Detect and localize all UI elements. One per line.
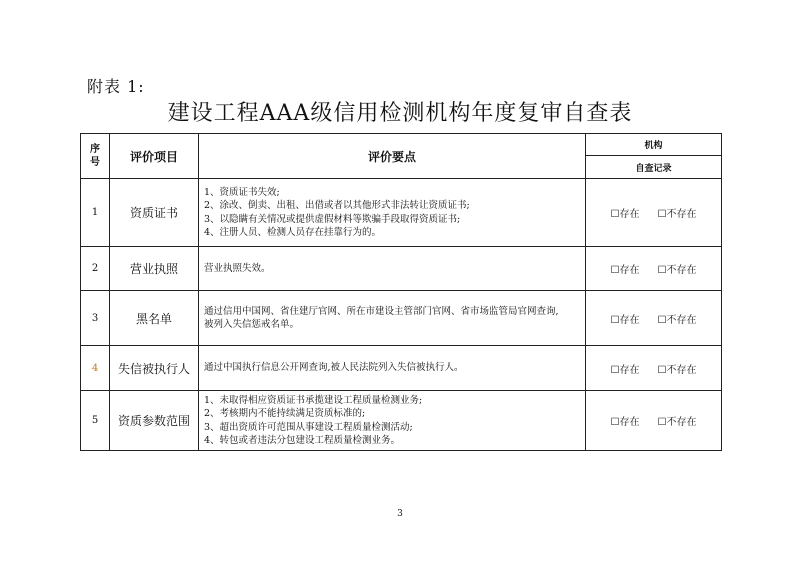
point-line: 3、超出资质许可范围从事建设工程质量检测活动; — [204, 421, 413, 433]
row-self-record — [586, 391, 722, 451]
row-seq: 5 — [81, 391, 110, 451]
exists-checkbox[interactable]: ☐存在 — [610, 314, 640, 326]
not-exists-checkbox[interactable]: ☐不存在 — [657, 417, 697, 428]
row-seq: 2 — [81, 247, 110, 291]
point-line: 通过信用中国网、省住建厅官网、所在市建设主管部门官网、省市场监管局官网查询, — [204, 305, 559, 317]
header-seq — [81, 134, 110, 179]
page-title: 建设工程AAA级信用检测机构年度复审自查表 — [167, 101, 633, 126]
not-exists-checkbox[interactable]: ☐不存在 — [657, 314, 697, 326]
row-self-record — [586, 291, 722, 346]
header-org: 机构 — [586, 134, 722, 156]
row-points — [199, 247, 586, 291]
table-row — [81, 391, 722, 451]
row-points — [199, 179, 586, 247]
not-exists-checkbox[interactable]: ☐不存在 — [657, 209, 697, 220]
page-number: 3 — [397, 509, 403, 519]
exists-checkbox[interactable]: ☐存在 — [610, 364, 640, 376]
row-self-record — [586, 346, 722, 391]
point-line: 营业执照失效。 — [204, 262, 271, 274]
point-line: 4、注册人员、检测人员存在挂靠行为的。 — [204, 226, 382, 238]
not-exists-checkbox[interactable]: ☐不存在 — [657, 364, 697, 376]
exists-checkbox[interactable]: ☐存在 — [610, 265, 640, 276]
row-item: 营业执照 — [110, 247, 199, 291]
point-line: 1、未取得相应资质证书承揽建设工程质量检测业务; — [204, 394, 423, 406]
self-check-table — [80, 133, 722, 451]
not-exists-checkbox[interactable]: ☐不存在 — [657, 265, 697, 276]
table-row — [81, 247, 722, 291]
row-points — [199, 346, 586, 391]
exists-checkbox[interactable]: ☐存在 — [610, 417, 640, 428]
row-seq: 3 — [81, 291, 110, 346]
row-points — [199, 291, 586, 346]
row-item: 资质证书 — [110, 179, 199, 247]
point-line: 3、以隐瞒有关情况或提供虚假材料等欺骗手段取得资质证书; — [204, 213, 461, 225]
row-item: 资质参数范围 — [110, 391, 199, 451]
row-self-record — [586, 179, 722, 247]
row-self-record — [586, 247, 722, 291]
header-points: 评价要点 — [199, 134, 586, 179]
attachment-label: 附表 1: — [87, 77, 145, 96]
header-seq-label: 序号 — [90, 144, 100, 168]
row-seq: 1 — [81, 179, 110, 247]
row-seq: 4 — [81, 346, 110, 391]
point-line: 2、涂改、倒卖、出租、出借或者以其他形式非法转让资质证书; — [204, 200, 470, 212]
row-item: 黑名单 — [110, 291, 199, 346]
header-item: 评价项目 — [110, 134, 199, 179]
exists-checkbox[interactable]: ☐存在 — [610, 209, 640, 220]
table-row — [81, 179, 722, 247]
header-self-record: 自查记录 — [586, 156, 722, 179]
point-line: 4、转包或者违法分包建设工程质量检测业务。 — [204, 434, 401, 446]
table-row — [81, 291, 722, 346]
row-points — [199, 391, 586, 451]
point-line: 通过中国执行信息公开网查询,被人民法院列入失信被执行人。 — [204, 362, 464, 374]
point-line: 2、考核期内不能持续满足资质标准的; — [204, 408, 366, 420]
table-body — [81, 179, 722, 451]
point-line: 1、资质证书失效; — [204, 186, 280, 198]
point-line: 被列入失信惩戒名单。 — [204, 319, 300, 330]
row-item: 失信被执行人 — [110, 346, 199, 391]
table-row — [81, 346, 722, 391]
